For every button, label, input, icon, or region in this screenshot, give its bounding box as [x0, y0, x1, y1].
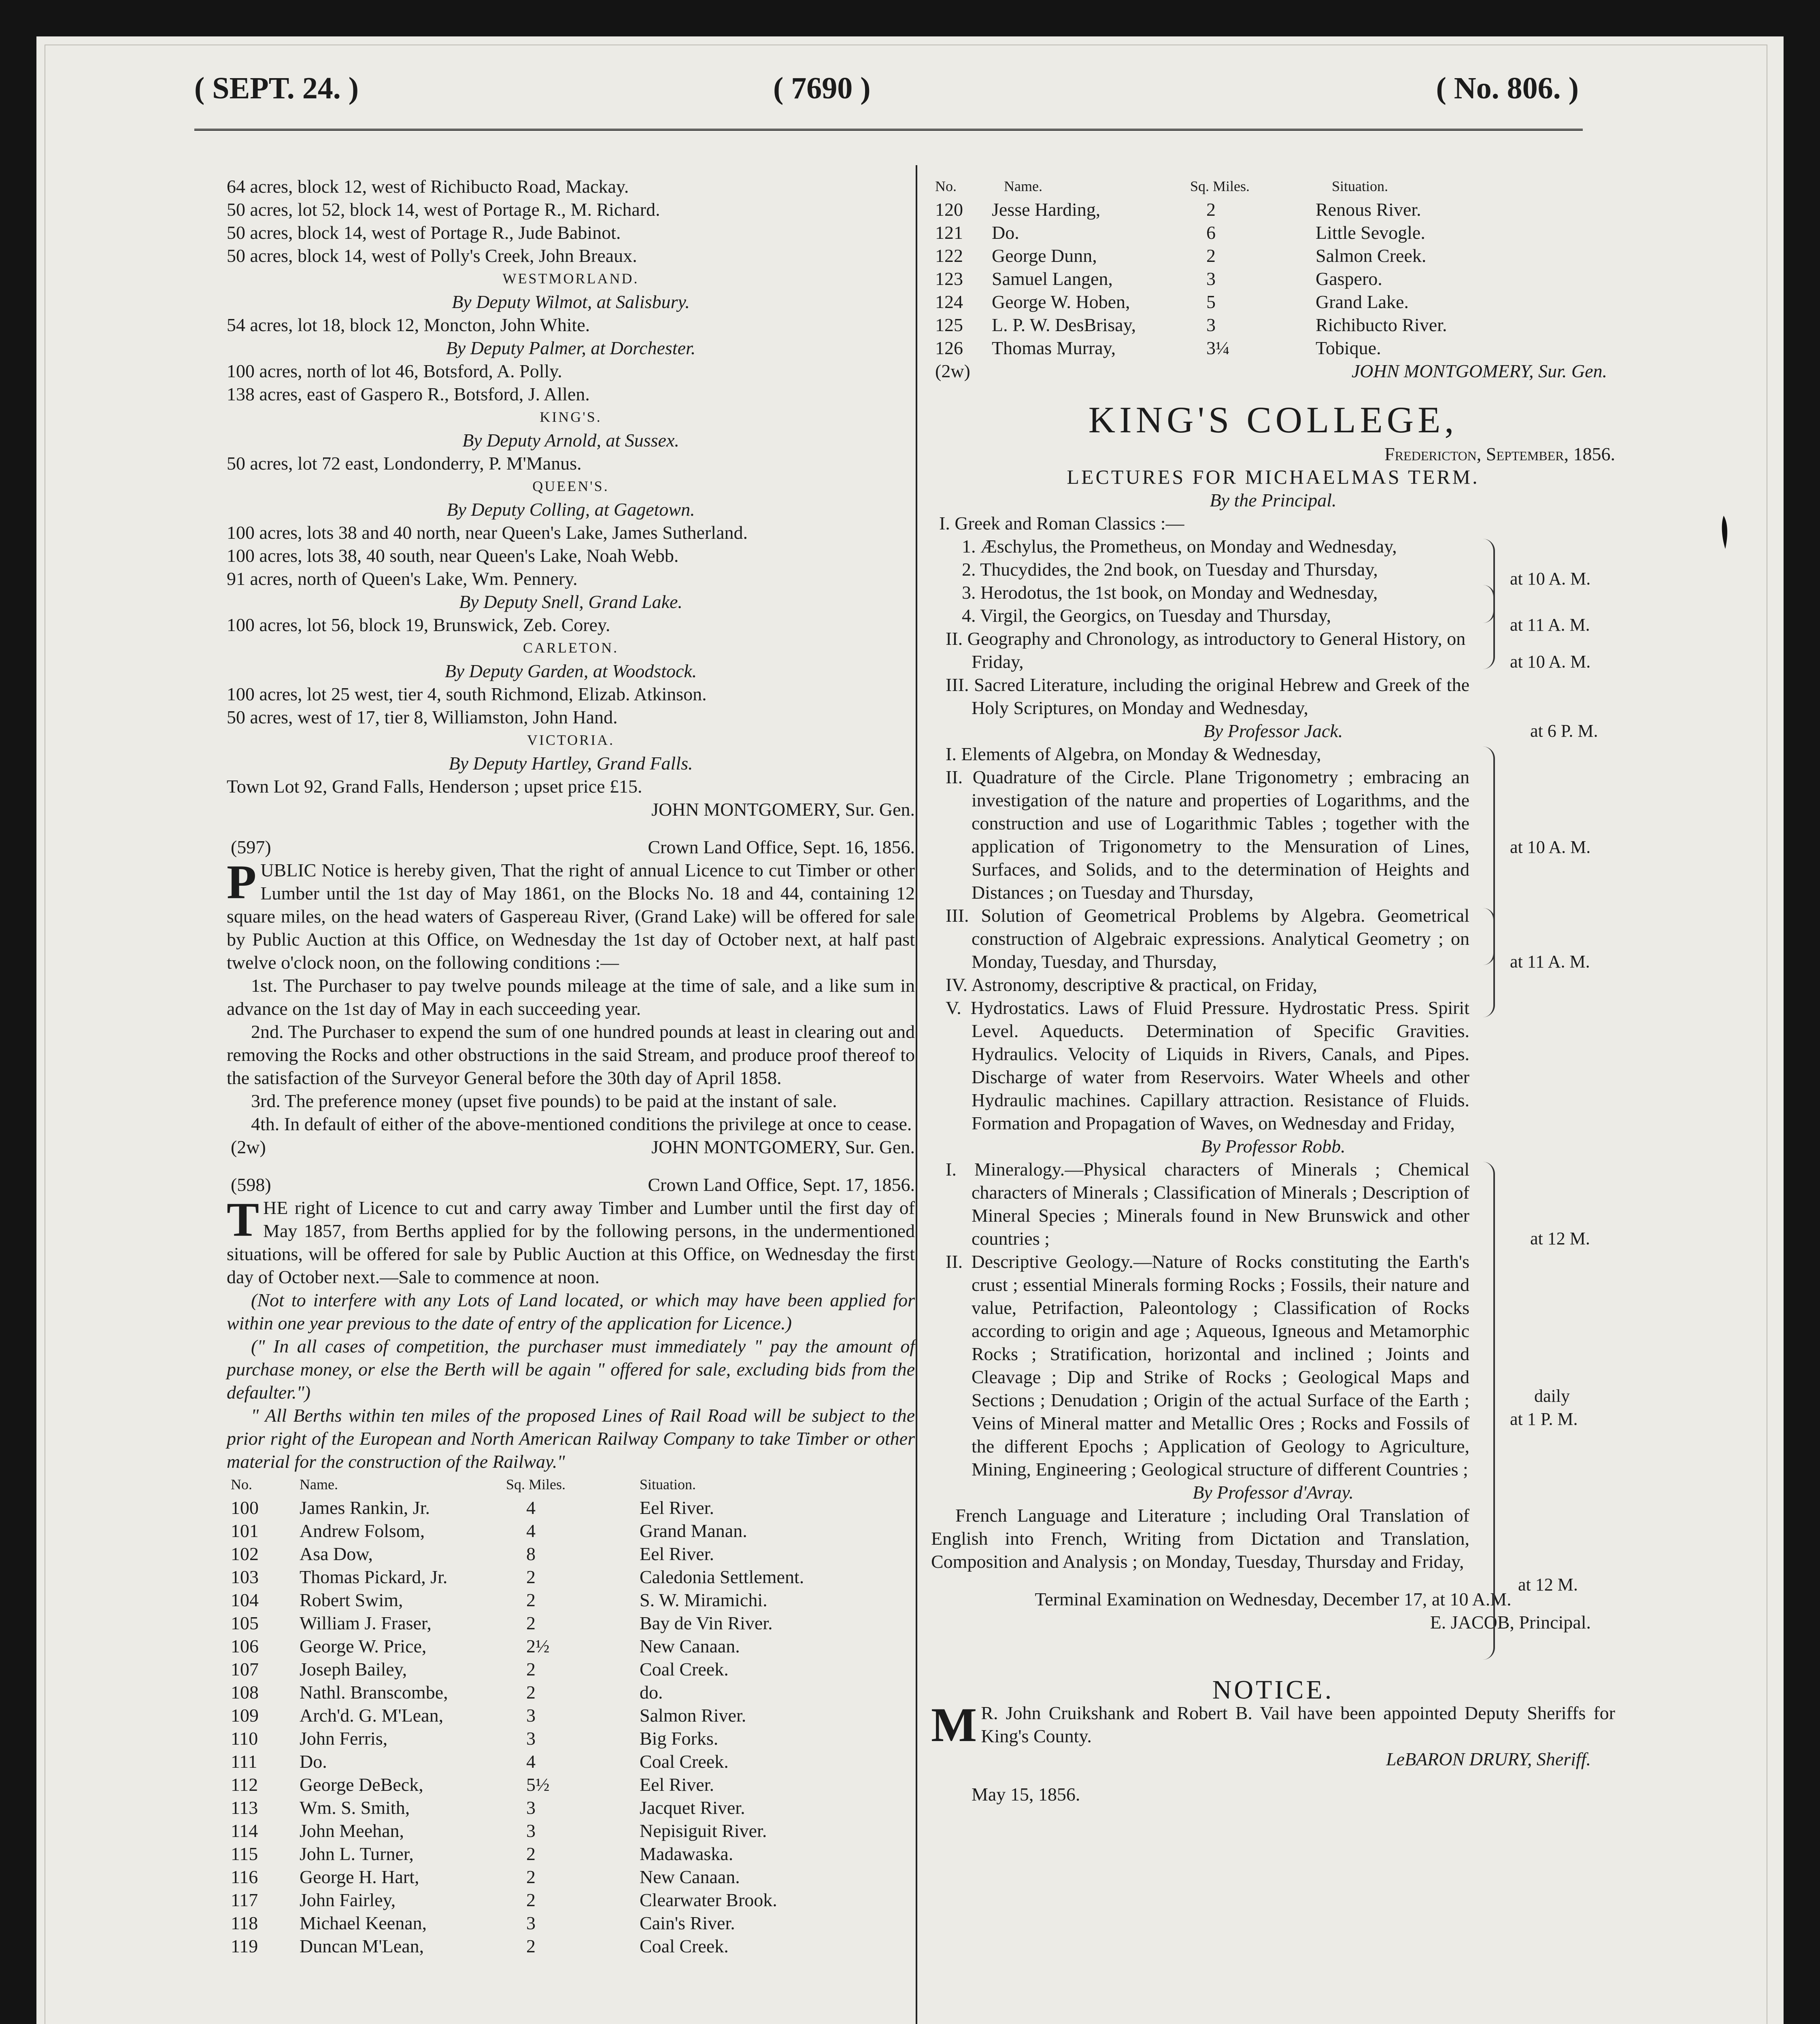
applicant-name: Joseph Bailey,	[300, 1659, 407, 1680]
terminal-examination: Terminal Examination on Wednesday, December 17, at 10 A.M.	[1035, 1589, 1512, 1609]
office-dateline: Crown Land Office, Sept. 16, 1856.	[648, 837, 915, 857]
berth-table-left	[227, 1496, 915, 1958]
berth-number: 112	[231, 1774, 258, 1795]
time-label: at 12 M.	[1530, 1229, 1590, 1248]
square-miles: 2	[526, 1936, 536, 1956]
situation: do.	[640, 1682, 663, 1703]
notice-number: (597)	[231, 837, 271, 857]
table-row	[227, 1519, 915, 1542]
square-miles: 2	[526, 1682, 536, 1703]
berth-number: 109	[231, 1705, 259, 1726]
berth-number: 111	[231, 1751, 257, 1772]
applicant-name: George DeBeck,	[300, 1774, 423, 1795]
condition-1: 1st. The Purchaser to pay twelve pounds mileage at the time of sale, and a like sum in advance on the 1st day of May in each succeeding year.	[227, 975, 915, 1019]
table-row	[931, 290, 1615, 313]
land-line: Town Lot 92, Grand Falls, Henderson ; upset price £15.	[227, 776, 642, 797]
brace	[1476, 1162, 1495, 1660]
table-row	[227, 1704, 915, 1727]
time-label: at 10 A. M.	[1510, 837, 1591, 857]
berth-number: 106	[231, 1636, 259, 1656]
situation: Salmon Creek.	[1316, 245, 1427, 266]
course-aeschylus: 1. Æschylus, the Prometheus, on Monday and Wednesday,	[962, 536, 1397, 557]
table-row	[931, 313, 1615, 336]
situation: Clearwater Brook.	[640, 1890, 777, 1910]
course-mineralogy: I. Mineralogy.—Physical characters of Minerals ; Chemical characters of Minerals ; Classification of Minerals ; Description of Mineral Species ; Minerals found in New Brunswick and other countries ;	[946, 1159, 1469, 1249]
notice-598-footer	[931, 359, 1615, 383]
robb-group	[931, 1158, 1615, 1481]
column-rule	[916, 165, 917, 2024]
deputy-garden: By Deputy Garden, at Woodstock.	[444, 661, 697, 681]
applicant-name: Duncan M'Lean,	[300, 1936, 424, 1956]
deputy-arnold: By Deputy Arnold, at Sussex.	[462, 430, 679, 451]
applicant-name: Arch'd. G. M'Lean,	[300, 1705, 444, 1726]
land-line: 100 acres, lots 38 and 40 north, near Queen's Lake, James Sutherland.	[227, 522, 748, 543]
by-professor-robb: By Professor Robb.	[1201, 1136, 1346, 1157]
square-miles: 8	[526, 1544, 536, 1564]
situation: Big Forks.	[640, 1728, 719, 1749]
land-line: 100 acres, lots 38, 40 south, near Queen's Lake, Noah Webb.	[227, 545, 679, 566]
situation: Little Sevogle.	[1316, 222, 1425, 243]
table-row	[227, 1888, 915, 1911]
time-label: at 10 A. M.	[1510, 569, 1591, 589]
square-miles: 2	[526, 1843, 536, 1864]
berth-number: 113	[231, 1797, 258, 1818]
situation: Coal Creek.	[640, 1936, 729, 1956]
table-row	[227, 1658, 915, 1681]
time-label: at 1 P. M.	[1510, 1409, 1578, 1429]
berth-table-right	[931, 198, 1615, 359]
college-title: KING'S COLLEGE,	[1088, 399, 1458, 440]
applicant-name: Nathl. Branscombe,	[300, 1682, 448, 1703]
county-heading-carleton: CARLETON.	[523, 640, 619, 656]
land-line: 50 acres, lot 52, block 14, west of Portage R., M. Richard.	[227, 199, 660, 220]
college-dateline: Fredericton, September, 1856.	[1384, 444, 1615, 464]
principal-group-b	[931, 581, 1615, 635]
situation: Madawaska.	[640, 1843, 734, 1864]
berth-number: 122	[935, 245, 963, 266]
notice-598-header	[227, 1173, 915, 1196]
square-miles: 3	[526, 1705, 536, 1726]
applicant-name: Robert Swim,	[300, 1590, 403, 1610]
time-label: at 6 P. M.	[1530, 721, 1598, 741]
berth-number: 107	[231, 1659, 259, 1680]
square-miles: 3	[526, 1797, 536, 1818]
table-row	[931, 336, 1615, 359]
header-rule	[194, 129, 1583, 131]
applicant-name: Do.	[992, 222, 1019, 243]
applicant-name: John Ferris,	[300, 1728, 388, 1749]
course-herodotus: 3. Herodotus, the 1st book, on Monday and Wednesday,	[962, 582, 1378, 603]
berth-number: 102	[231, 1544, 259, 1564]
applicant-name: Wm. S. Smith,	[300, 1797, 410, 1818]
course-trigonometry: II. Quadrature of the Circle. Plane Trigonometry ; embracing an investigation of the nature and properties of Logarithms, and the construction and use of Logarithmic Tables ; together with the application of Trigonometry to the Mensuration of Lines, Surfaces, and Solids, and to the determination of Heights and Distances ; on Tuesday and Thursday,	[946, 767, 1469, 903]
condition-3: 3rd. The preference money (upset five pounds) to be paid at the instant of sale.	[251, 1091, 837, 1111]
land-line: 50 acres, block 14, west of Polly's Creek, John Breaux.	[227, 245, 637, 266]
land-line: 54 acres, lot 18, block 12, Moncton, John White.	[227, 315, 590, 335]
header-date: ( SEPT. 24. )	[194, 71, 359, 105]
applicant-name: Samuel Langen,	[992, 268, 1113, 289]
situation: Caledonia Settlement.	[640, 1567, 804, 1587]
land-line: 50 acres, lot 72 east, Londonderry, P. M'Manus.	[227, 453, 582, 474]
notice-597-footer	[227, 1135, 915, 1159]
square-miles: 3	[1206, 268, 1216, 289]
berth-number: 114	[231, 1820, 258, 1841]
berth-number: 100	[231, 1497, 259, 1518]
land-line: 64 acres, block 12, west of Richibucto Road, Mackay.	[227, 176, 629, 197]
situation: Grand Manan.	[640, 1520, 747, 1541]
berth-number: 117	[231, 1890, 258, 1910]
berth-number: 115	[231, 1843, 258, 1864]
course-french: French Language and Literature ; including Oral Translation of English into French, Writing from Dictation and Translation, Composition and Analysis ; on Monday, Tuesday, Thursday and Friday,	[931, 1505, 1469, 1572]
square-miles: 2	[1206, 245, 1216, 266]
drop-cap: T	[227, 1193, 259, 1246]
land-line: 100 acres, lot 56, block 19, Brunswick, Zeb. Corey.	[227, 614, 610, 635]
square-miles: 2	[526, 1590, 536, 1610]
notice-body: M R. John Cruikshank and Robert B. Vail have been appointed Deputy Sheriffs for King's County.	[931, 1698, 1615, 1752]
right-column	[931, 175, 1615, 1806]
applicant-name: Jesse Harding,	[992, 199, 1101, 220]
berth-number: 118	[231, 1913, 258, 1933]
berth-number: 124	[935, 291, 963, 312]
table-row	[227, 1750, 915, 1773]
applicant-name: Michael Keenan,	[300, 1913, 427, 1933]
deputy-colling: By Deputy Colling, at Gagetown.	[446, 499, 695, 520]
left-column	[227, 175, 915, 1958]
applicant-name: John Fairley,	[300, 1890, 396, 1910]
notice-598-body: THE right of Licence to cut and carry away Timber and Lumber until the first day of May 1857, from Berths applied for by the following persons, in the undermentioned situations, will be offered for sale by Public Auction at this Office, on Wednesday the first day of October next.—Sale to commence at noon.	[227, 1193, 915, 1287]
time-label: at 12 M.	[1518, 1575, 1578, 1595]
signature-drury: LeBARON DRURY, Sheriff.	[1386, 1749, 1591, 1769]
table-row	[931, 221, 1615, 244]
table-row	[227, 1542, 915, 1565]
land-line: 100 acres, lot 25 west, tier 4, south Richmond, Elizab. Atkinson.	[227, 684, 707, 704]
table-row	[227, 1635, 915, 1658]
land-line: 50 acres, west of 17, tier 8, Williamston, John Hand.	[227, 707, 618, 727]
signature-jacob: E. JACOB, Principal.	[1430, 1612, 1591, 1633]
applicant-name: George Dunn,	[992, 245, 1097, 266]
jack-group-a	[931, 742, 1615, 904]
davray-group	[931, 1504, 1615, 1595]
square-miles: 3	[526, 1820, 536, 1841]
situation: Grand Lake.	[1316, 291, 1409, 312]
jack-group-b	[931, 904, 1615, 996]
berth-number: 123	[935, 268, 963, 289]
time-label: at 11 A. M.	[1510, 615, 1590, 635]
berth-number: 104	[231, 1590, 259, 1610]
land-line: 91 acres, north of Queen's Lake, Wm. Pennery.	[227, 568, 578, 589]
notice-597-body: PUBLIC Notice is hereby given, That the right of annual Licence to cut Timber or other Lumber until the 1st day of May 1861, on the Blocks No. 18 and 44, containing 12 square miles, on the head waters of Gaspereau River, (Grand Lake) will be offered for sale by Public Auction at this Office, on Wednesday the 1st day of October next, at half past twelve o'clock noon, on the following conditions :—	[227, 855, 915, 973]
signature-montgomery: JOHN MONTGOMERY, Sur. Gen.	[1351, 361, 1607, 381]
note-railway: " All Berths within ten miles of the proposed Lines of Rail Road will be subject to the prior right of the European and North American Railway Company to take Timber or other material for the construction of the Railway."	[227, 1405, 915, 1472]
applicant-name: George H. Hart,	[300, 1867, 419, 1887]
county-heading-kings: KING'S.	[540, 409, 602, 425]
square-miles: 2	[526, 1890, 536, 1910]
table-row	[931, 198, 1615, 221]
course-geology: II. Descriptive Geology.—Nature of Rocks constituting the Earth's crust ; essential Minerals forming Rocks ; Fossils, their nature and value, Petrifaction, Paleontology ; Classification of Rocks according to origin and age ; Aqueous, Igneous and Metamorphic Rocks ; Stratification, horizontal and inclined ; Joints and Cleavage ; Dip and Strike of Rocks ; Geological Maps and Sections ; Denudation ; Origin of the actual Surface of the Earth ; Veins of Mineral matter and Metallic Ores ; Rocks and Fossils of the different Epochs ; Application of Geology to Agriculture, Mining, Engineering ; Geological structure of different Countries ;	[946, 1251, 1469, 1480]
drop-cap: M	[931, 1698, 977, 1752]
signature-montgomery: JOHN MONTGOMERY, Sur. Gen.	[651, 799, 915, 820]
drop-cap: P	[227, 855, 257, 909]
notice-number: (598)	[231, 1174, 271, 1195]
situation: Eel River.	[640, 1774, 714, 1795]
berth-number: 101	[231, 1520, 259, 1541]
berth-number: 121	[935, 222, 963, 243]
course-hydrostatics: V. Hydrostatics. Laws of Fluid Pressure. Hydrostatic Press. Spirit Level. Aqueducts. Determination of Specific Gravities. Hydraulics. Velocity of Liquids in Rivers, Canals, and Pipes. Discharge of water from Reservoirs. Water Wheels and other Hydraulic machines. Capillary attraction. Resistance of Fluids. Formation and Propagation of Waves, on Wednesday and Friday,	[946, 997, 1469, 1133]
berth-number: 119	[231, 1936, 258, 1956]
applicant-name: Thomas Pickard, Jr.	[300, 1567, 448, 1587]
square-miles: 4	[526, 1520, 536, 1541]
situation: Eel River.	[640, 1544, 714, 1564]
situation: Cain's River.	[640, 1913, 735, 1933]
square-miles: 6	[1206, 222, 1216, 243]
by-professor-davray: By Professor d'Avray.	[1193, 1482, 1354, 1503]
course-astronomy: IV. Astronomy, descriptive & practical, on Friday,	[946, 974, 1318, 995]
time-label: at 11 A. M.	[1510, 952, 1590, 972]
deputy-wilmot: By Deputy Wilmot, at Salisbury.	[452, 291, 690, 312]
land-line: 50 acres, block 14, west of Portage R., Jude Babinot.	[227, 222, 621, 243]
berth-number: 125	[935, 315, 963, 335]
applicant-name: William J. Fraser,	[300, 1613, 432, 1633]
notice-heading: NOTICE.	[1212, 1675, 1334, 1705]
condition-2: 2nd. The Purchaser to expend the sum of one hundred pounds at least in clearing out and removing the Rocks and other obstructions in the said Stream, and produce proof thereof to the satisfaction of the Surveyor General before the 30th day of April 1858.	[227, 1021, 915, 1088]
square-miles: 4	[526, 1497, 536, 1518]
header-page-number: ( 7690 )	[773, 71, 871, 105]
time-label: at 10 A. M.	[1510, 652, 1591, 672]
berth-number: 110	[231, 1728, 258, 1749]
run-marker: (2w)	[935, 361, 970, 381]
county-heading-victoria: VICTORIA.	[527, 732, 615, 748]
deputy-snell: By Deputy Snell, Grand Lake.	[459, 591, 682, 612]
county-heading-queens: QUEEN'S.	[532, 478, 609, 494]
table-row	[931, 244, 1615, 267]
course-geometrical-problems: III. Solution of Geometrical Problems by Algebra. Geometrical construction of Algebraic expressions. Analytical Geometry ; on Monday, Tuesday, and Thursday,	[946, 905, 1469, 972]
square-miles: 2	[1206, 199, 1216, 220]
table-row	[227, 1773, 915, 1796]
table-row	[227, 1612, 915, 1635]
by-professor-jack: By Professor Jack.	[1203, 721, 1343, 741]
berth-number: 108	[231, 1682, 259, 1703]
table-row	[227, 1911, 915, 1935]
square-miles: 2	[526, 1567, 536, 1587]
applicant-name: Andrew Folsom,	[300, 1520, 425, 1541]
table-row	[931, 267, 1615, 290]
principal-group-a	[931, 535, 1615, 589]
table-row	[227, 1727, 915, 1750]
table-row	[227, 1496, 915, 1519]
lectures-heading: LECTURES FOR MICHAELMAS TERM.	[1067, 466, 1480, 488]
table-row	[227, 1935, 915, 1958]
ink-mark-icon	[1716, 514, 1733, 551]
course-virgil: 4. Virgil, the Georgics, on Tuesday and Thursday,	[962, 605, 1331, 626]
situation: Renous River.	[1316, 199, 1421, 220]
situation: Salmon River.	[640, 1705, 746, 1726]
situation: Gaspero.	[1316, 268, 1382, 289]
applicant-name: George W. Price,	[300, 1636, 427, 1656]
square-miles: 2½	[526, 1636, 550, 1656]
situation: Nepisiguit River.	[640, 1820, 767, 1841]
berth-number: 126	[935, 338, 963, 358]
signature-montgomery: JOHN MONTGOMERY, Sur. Gen.	[651, 1137, 915, 1157]
situation: S. W. Miramichi.	[640, 1590, 768, 1610]
table-row	[227, 1565, 915, 1588]
deputy-hartley: By Deputy Hartley, Grand Falls.	[449, 753, 693, 774]
berth-table-header: No. Name. Sq. Miles. Situation.	[935, 178, 1388, 194]
applicant-name: L. P. W. DesBrisay,	[992, 315, 1136, 335]
square-miles: 4	[526, 1751, 536, 1772]
situation: New Canaan.	[640, 1867, 740, 1887]
berth-number: 120	[935, 199, 963, 220]
course-algebra: I. Elements of Algebra, on Monday & Wednesday,	[946, 744, 1321, 764]
principal-item-i: I. Greek and Roman Classics :—	[939, 513, 1184, 534]
situation: Coal Creek.	[640, 1659, 729, 1680]
table-row	[227, 1681, 915, 1704]
course-geography: II. Geography and Chronology, as introductory to General History, on Friday,	[946, 628, 1466, 672]
land-list-top	[227, 175, 915, 267]
run-marker: (2w)	[231, 1137, 266, 1157]
note-competition: (" In all cases of competition, the purchaser must immediately " pay the amount of purchase money, or else the Berth will be again " offered for sale, excluding bids from the defaulter.")	[227, 1336, 915, 1403]
situation: Eel River.	[640, 1497, 714, 1518]
square-miles: 5	[1206, 291, 1216, 312]
applicant-name: John L. Turner,	[300, 1843, 414, 1864]
square-miles: 5½	[526, 1774, 550, 1795]
notice-date: May 15, 1856.	[972, 1784, 1080, 1805]
time-label: daily	[1534, 1386, 1570, 1406]
situation: Coal Creek.	[640, 1751, 729, 1772]
principal-group-c	[931, 627, 1615, 673]
applicant-name: George W. Hoben,	[992, 291, 1130, 312]
square-miles: 2	[526, 1659, 536, 1680]
deputy-palmer: By Deputy Palmer, at Dorchester.	[446, 338, 696, 358]
by-principal: By the Principal.	[1210, 490, 1337, 510]
header-issue-number: ( No. 806. )	[1436, 71, 1579, 105]
land-line: 100 acres, north of lot 46, Botsford, A. Polly.	[227, 361, 562, 381]
situation: Bay de Vin River.	[640, 1613, 773, 1633]
condition-4: 4th. In default of either of the above-mentioned conditions the privilege at once to cease.	[251, 1114, 912, 1134]
applicant-name: Asa Dow,	[300, 1544, 373, 1564]
table-row	[227, 1819, 915, 1842]
applicant-name: Thomas Murray,	[992, 338, 1116, 358]
applicant-name: James Rankin, Jr.	[300, 1497, 430, 1518]
square-miles: 3	[526, 1728, 536, 1749]
table-row	[227, 1865, 915, 1888]
course-sacred-literature: III. Sacred Literature, including the original Hebrew and Greek of the Holy Scriptures, on Monday and Wednesday,	[946, 674, 1469, 718]
situation: Richibucto River.	[1316, 315, 1447, 335]
notice-597-header	[227, 836, 915, 859]
square-miles: 2	[526, 1613, 536, 1633]
applicant-name: John Meehan,	[300, 1820, 404, 1841]
berth-number: 105	[231, 1613, 259, 1633]
situation: Jacquet River.	[640, 1797, 745, 1818]
office-dateline: Crown Land Office, Sept. 17, 1856.	[648, 1174, 915, 1195]
land-line: 138 acres, east of Gaspero R., Botsford, J. Allen.	[227, 384, 590, 404]
square-miles: 3¼	[1206, 338, 1230, 358]
berth-table-header: No. Name. Sq. Miles. Situation.	[231, 1476, 696, 1492]
note-lots: (Not to interfere with any Lots of Land located, or which may have been applied for within one year previous to the date of entry of the application for Licence.)	[227, 1290, 915, 1333]
table-row	[227, 1842, 915, 1865]
table-row	[227, 1588, 915, 1612]
square-miles: 3	[526, 1913, 536, 1933]
course-thucydides: 2. Thucydides, the 2nd book, on Tuesday and Thursday,	[962, 559, 1378, 580]
square-miles: 2	[526, 1867, 536, 1887]
applicant-name: Do.	[300, 1751, 327, 1772]
county-heading-westmorland: WESTMORLAND.	[502, 270, 639, 287]
situation: New Canaan.	[640, 1636, 740, 1656]
berth-number: 116	[231, 1867, 258, 1887]
table-row	[227, 1796, 915, 1819]
situation: Tobique.	[1316, 338, 1381, 358]
square-miles: 3	[1206, 315, 1216, 335]
berth-number: 103	[231, 1567, 259, 1587]
